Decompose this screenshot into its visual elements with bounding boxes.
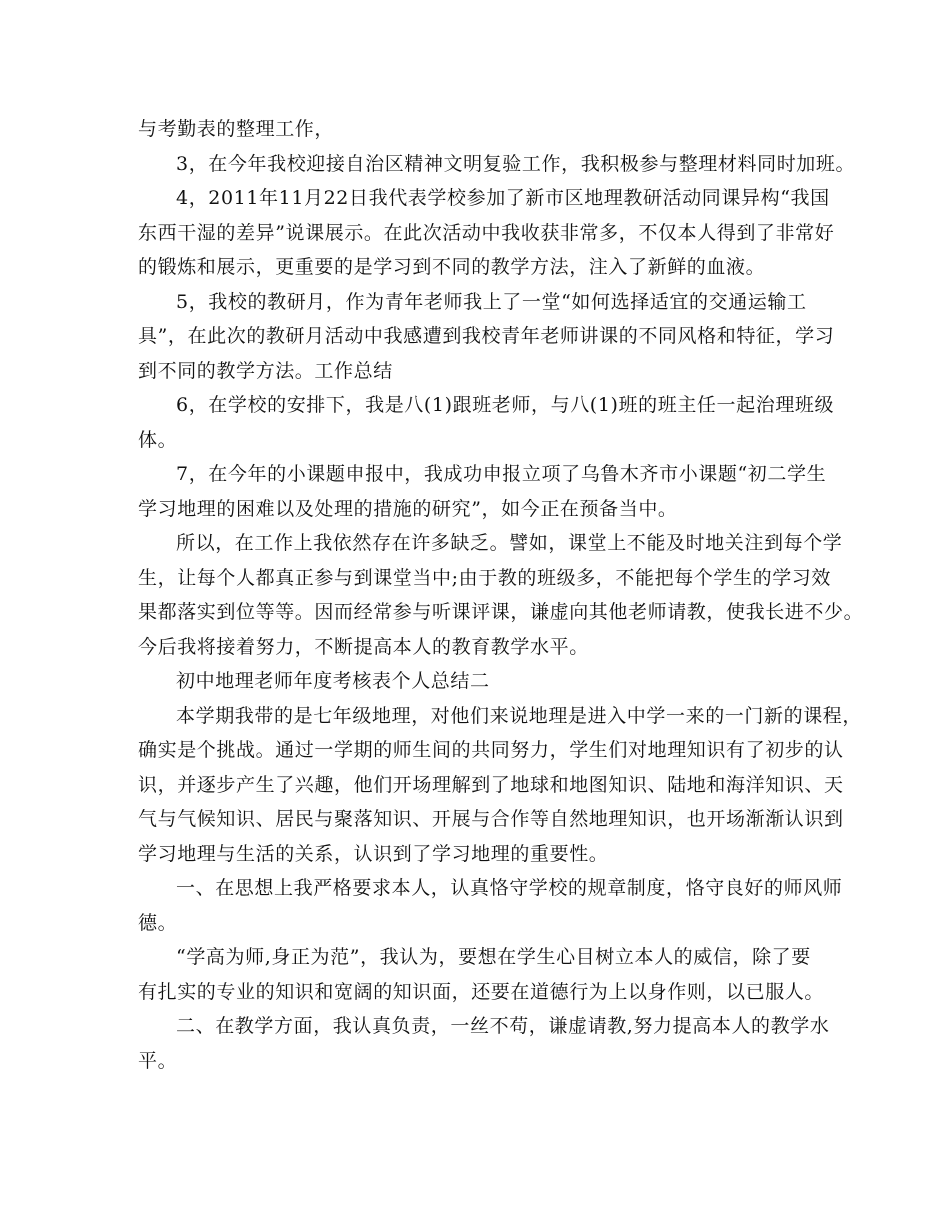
text-line: 具”，在此次的教研月活动中我感遭到我校青年老师讲课的不同风格和特征，学习	[138, 325, 835, 347]
document-body	[138, 112, 864, 1078]
text-line: 平。	[138, 1049, 178, 1072]
text-line: 一、在思想上我严格要求本人，认真恪守学校的规章制度，恪守良好的师风师	[176, 877, 843, 899]
text-line: 德。	[138, 911, 178, 934]
text-line: 今后我将接着努力，不断提高本人的教育教学水平。	[138, 635, 589, 658]
text-line: 7，在今年的小课题申报中，我成功申报立项了乌鲁木齐市小课题“初二学生	[176, 463, 827, 485]
text-line: 所以，在工作上我依然存在许多缺乏。譬如，课堂上不能及时地关注到每个学	[176, 532, 843, 554]
text-line: 4，2011年11月22日我代表学校参加了新市区地理教研活动同课异构“我国	[176, 187, 830, 209]
text-line: 有扎实的专业的知识和宽阔的知识面，还要在道德行为上以身作则，以已服人。	[138, 980, 825, 1003]
text-line: 到不同的教学方法。工作总结	[138, 359, 393, 382]
section-heading: 初中地理老师年度考核表个人总结二	[176, 670, 490, 692]
text-line: 的锻炼和展示，更重要的是学习到不同的教学方法，注入了新鲜的血液。	[138, 256, 766, 278]
text-line: 确实是个挑战。通过一学期的师生间的共同努力，学生们对地理知识有了初步的认	[138, 739, 844, 761]
text-line: 学习地理与生活的关系，认识到了学习地理的重要性。	[138, 842, 609, 865]
text-line: 与考勤表的整理工作，	[138, 118, 335, 140]
text-line: “学高为师,身正为范”，我认为，要想在学生心目树立本人的威信，除了要	[176, 946, 811, 968]
text-line: 识，并逐步产生了兴趣，他们开场理解到了地球和地图知识、陆地和海洋知识、天	[138, 773, 844, 796]
text-line: 二、在教学方面，我认真负责，一丝不苟，谦虚请教,努力提高本人的教学水	[176, 1015, 830, 1037]
text-line: 生，让每个人都真正参与到课堂当中;由于教的班级多，不能把每个学生的学习效	[138, 566, 832, 589]
text-line: 气与气候知识、居民与聚落知识、开展与合作等自然地理知识，也开场渐渐认识到	[138, 808, 844, 830]
text-line: 6，在学校的安排下，我是八(1)跟班老师，与八(1)班的班主任一起治理班级	[176, 394, 835, 416]
text-line: 学习地理的困难以及处理的措施的研究”，如今正在预备当中。	[138, 497, 678, 520]
text-line: 5，我校的教研月，作为青年老师我上了一堂“如何选择适宜的交通运输工	[176, 290, 807, 313]
text-line: 本学期我带的是七年级地理，对他们来说地理是进入中学一来的一门新的课程，	[176, 704, 863, 727]
text-line: 果都落实到位等等。因而经常参与听课评课，谦虚向其他老师请教，使我长进不少。	[138, 601, 864, 623]
text-line: 东西干湿的差异”说课展示。在此次活动中我收获非常多，不仅本人得到了非常好	[138, 221, 835, 244]
text-line: 体。	[138, 428, 178, 451]
text-line: 3，在今年我校迎接自治区精神文明复验工作，我积极参与整理材料同时加班。	[176, 152, 856, 175]
